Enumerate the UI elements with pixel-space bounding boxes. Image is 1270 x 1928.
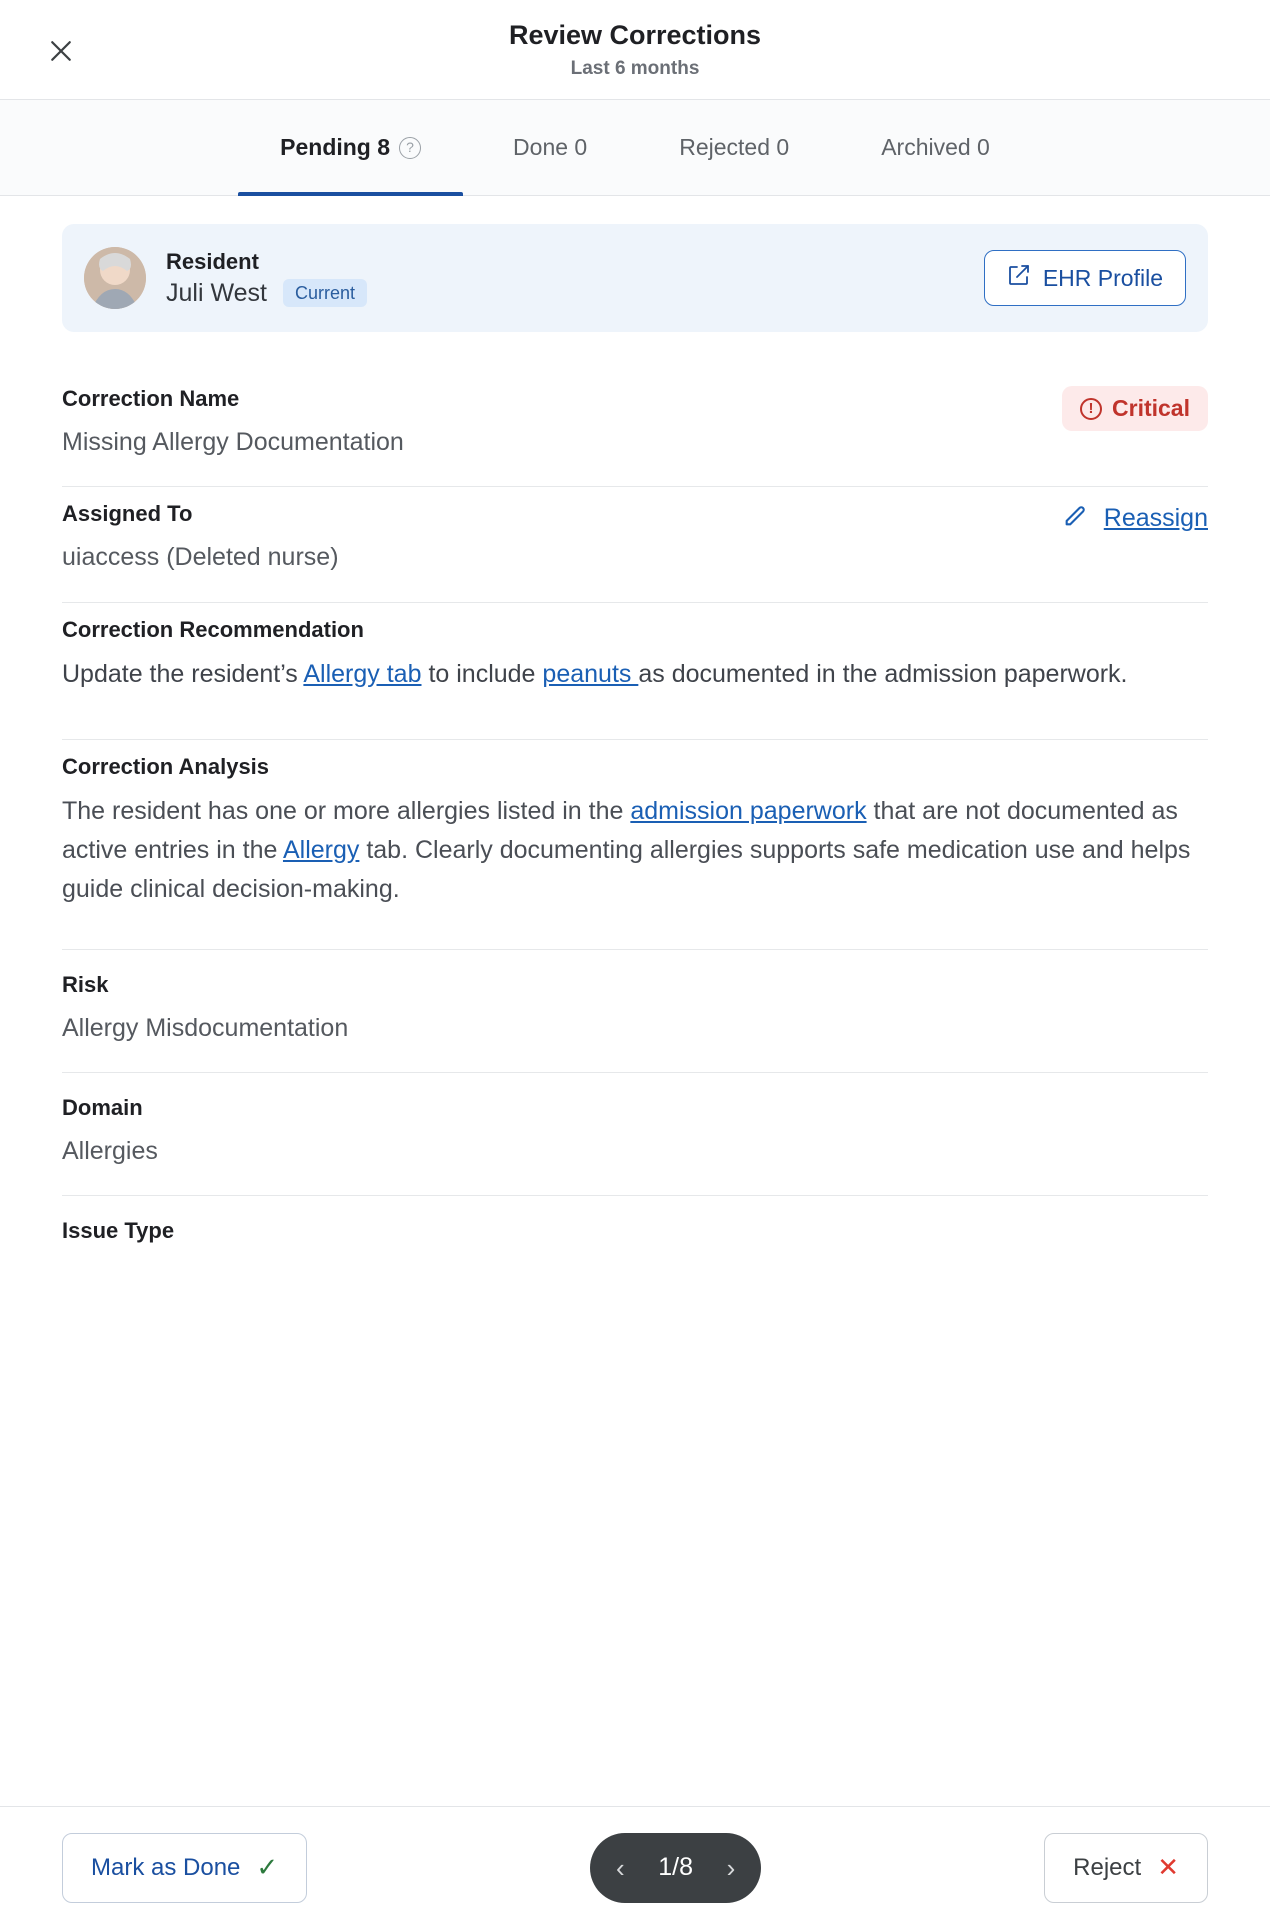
admission-paperwork-link[interactable]: admission paperwork <box>630 797 867 826</box>
field-issue-type <box>62 1196 1208 1282</box>
field-domain <box>62 1073 1208 1196</box>
chevron-left-icon[interactable]: ‹ <box>616 1852 625 1883</box>
field-risk <box>62 950 1208 1073</box>
domain-value: Allergies <box>62 1136 158 1165</box>
resident-label: Resident <box>166 249 259 275</box>
mark-as-done-label: Mark as Done <box>91 1853 241 1881</box>
header-titles <box>509 19 761 79</box>
field-correction-recommendation <box>62 603 1208 741</box>
check-icon: ✓ <box>256 1852 279 1882</box>
chevron-right-icon[interactable]: › <box>726 1852 736 1883</box>
rec-text-3: as documented in the admission paperwork. <box>638 659 1128 688</box>
assigned-to-value: uiaccess (Deleted nurse) <box>62 543 339 572</box>
domain-label: Domain <box>62 1094 143 1120</box>
tab-pending-label: Pending 8 <box>280 134 391 160</box>
reassign-label: Reassign <box>1103 504 1208 533</box>
field-assigned-to <box>62 487 1208 602</box>
allergy-link[interactable]: Allergy <box>282 836 360 864</box>
correction-name-value: Missing Allergy Documentation <box>62 428 404 456</box>
severity-badge <box>1062 386 1208 431</box>
rec-text-2: to include <box>421 659 543 688</box>
correction-detail <box>0 196 1270 1282</box>
correction-analysis-label: Correction Analysis <box>62 754 270 780</box>
alert-circle-icon: ! <box>1080 398 1102 420</box>
ehr-profile-label: EHR Profile <box>1042 264 1163 291</box>
issue-type-label: Issue Type <box>62 1218 175 1243</box>
severity-label: Critical <box>1112 395 1190 421</box>
correction-name-label: Correction Name <box>62 386 240 411</box>
peanuts-link[interactable]: peanuts <box>542 659 639 688</box>
analysis-text-2: that are not documented as active entries in the <box>62 797 1178 864</box>
resident-name-row <box>166 279 984 308</box>
reject-button[interactable] <box>1044 1833 1208 1903</box>
tab-rejected[interactable] <box>633 100 835 196</box>
dialog-body[interactable] <box>0 196 1270 1928</box>
rec-text-1: Update the resident’s <box>62 659 304 688</box>
tab-archived-label: Archived 0 <box>881 134 990 160</box>
help-circle-icon[interactable]: ? <box>399 137 421 159</box>
allergy-tab-link[interactable]: Allergy tab <box>303 659 422 688</box>
reject-label: Reject <box>1073 1853 1142 1881</box>
dialog-footer <box>0 1806 1270 1928</box>
correction-recommendation-label: Correction Recommendation <box>62 616 364 642</box>
reassign-button[interactable] <box>1062 501 1208 536</box>
risk-value: Allergy Misdocumentation <box>62 1013 349 1042</box>
tab-rejected-label: Rejected 0 <box>679 134 790 160</box>
x-icon: ✕ <box>1157 1852 1179 1882</box>
pagination-control[interactable] <box>590 1833 761 1903</box>
correction-analysis-text <box>62 792 1208 908</box>
correction-recommendation-text <box>62 655 1208 694</box>
ehr-profile-button[interactable] <box>984 250 1186 306</box>
tab-done[interactable] <box>467 100 633 196</box>
resident-card <box>62 224 1208 332</box>
page-subtitle: Last 6 months <box>570 57 700 79</box>
risk-label: Risk <box>62 971 109 997</box>
avatar <box>84 247 146 309</box>
assigned-to-label: Assigned To <box>62 501 193 527</box>
status-badge: Current <box>283 279 367 307</box>
page-count: 1/8 <box>658 1853 694 1881</box>
field-correction-analysis <box>62 740 1208 949</box>
pencil-icon <box>1062 501 1090 536</box>
close-icon[interactable] <box>40 30 82 72</box>
page-title: Review Corrections <box>508 20 762 51</box>
tab-pending[interactable] <box>234 100 467 196</box>
resident-info <box>166 248 984 308</box>
resident-name: Juli West <box>166 278 267 307</box>
tab-bar <box>0 100 1270 196</box>
field-correction-name <box>62 372 1208 487</box>
scroll-fade <box>0 1776 1270 1806</box>
external-link-icon <box>1007 263 1031 293</box>
dialog-header <box>0 0 1270 100</box>
mark-as-done-button[interactable] <box>62 1833 307 1903</box>
tab-archived[interactable] <box>835 100 1036 196</box>
analysis-text-1: The resident has one or more allergies listed in the <box>62 797 631 826</box>
analysis-text-3: tab. Clearly documenting allergies supports safe medication use and helps guide clinical decision-making. <box>62 836 1191 903</box>
tab-done-label: Done 0 <box>513 134 588 160</box>
